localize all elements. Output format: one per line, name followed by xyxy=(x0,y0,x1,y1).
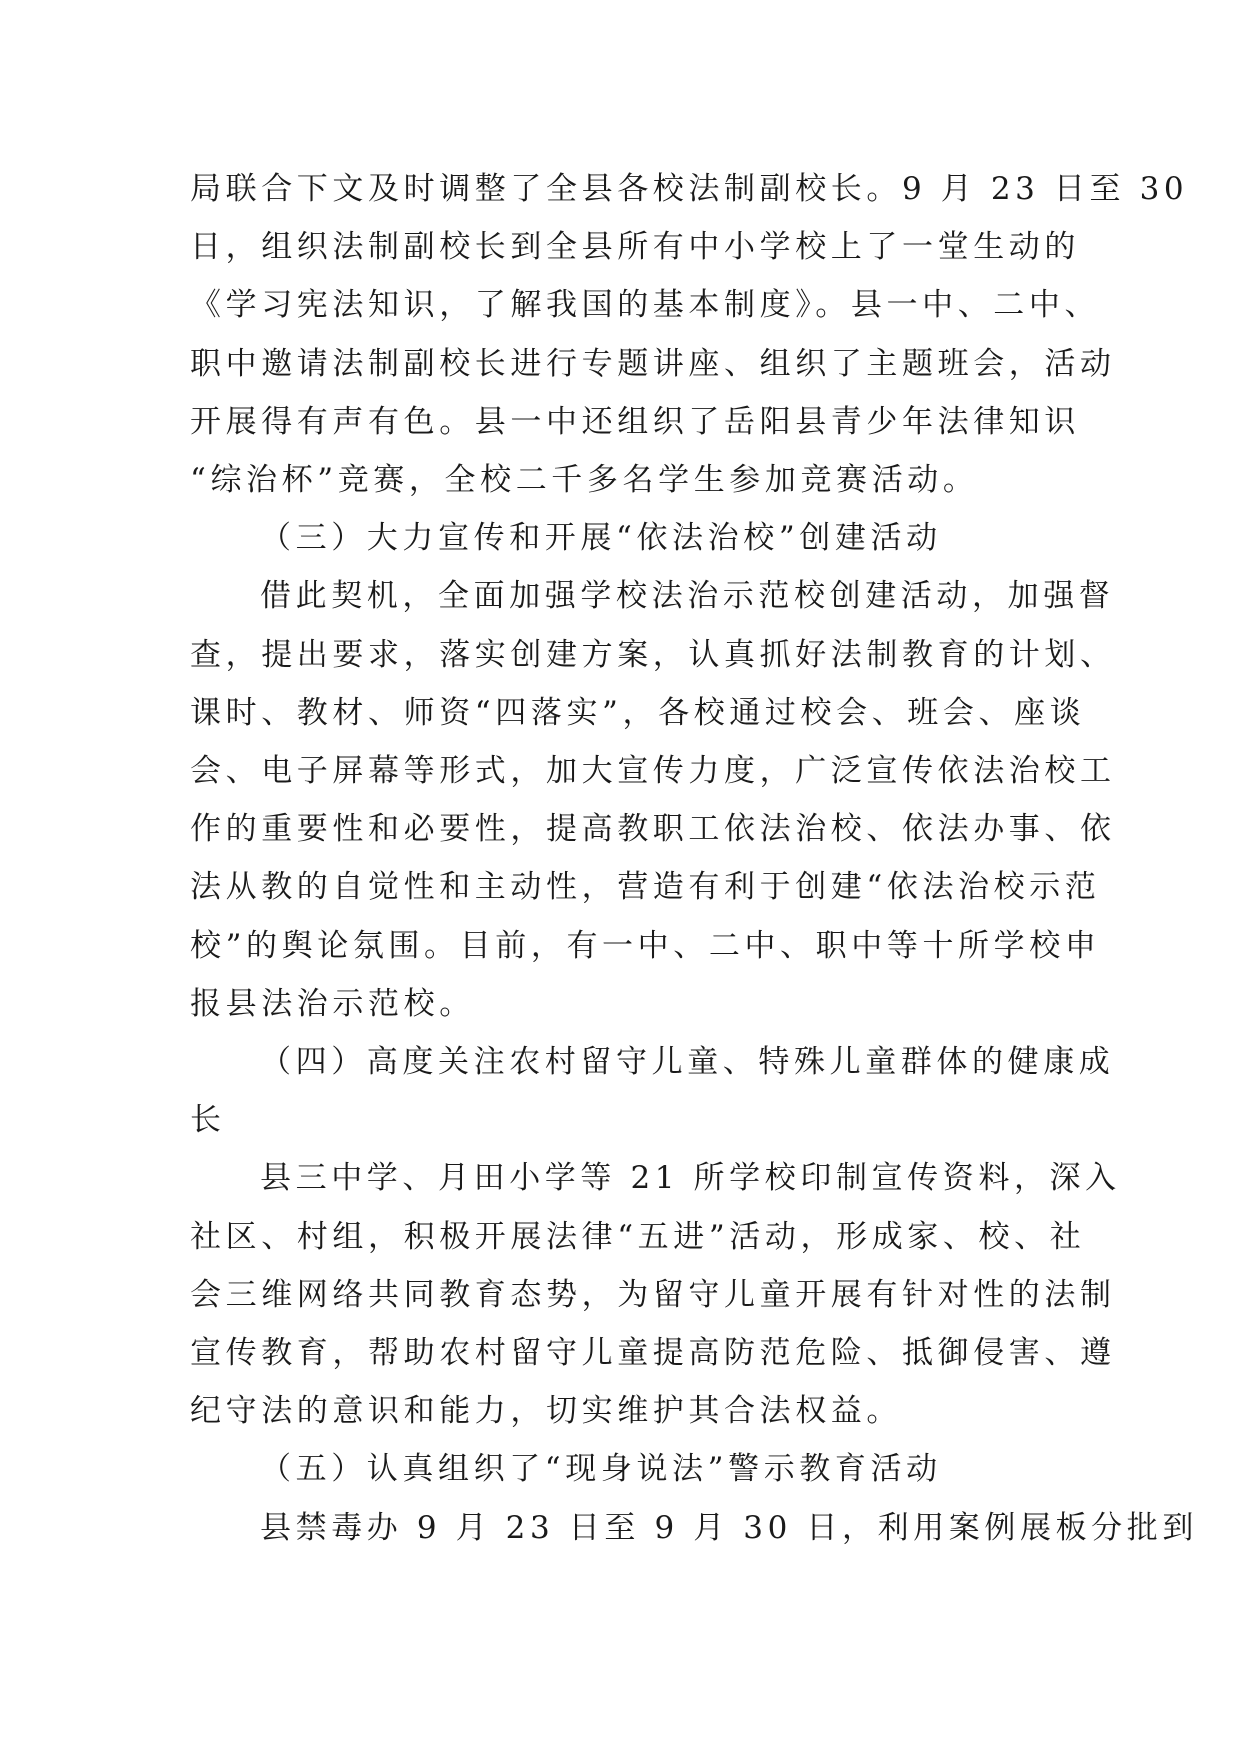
text-line: “综治杯”竞赛，全校二千多名学生参加竞赛活动。 xyxy=(190,462,979,499)
section-heading xyxy=(190,1440,1070,1498)
text-line: 局联合下文及时调整了全县各校法制副校长。9 月 23 日至 30 xyxy=(190,171,1189,207)
text-line: 《学习宪法知识，了解我国的基本制度》。县一中、二中、 xyxy=(190,287,1101,324)
document-body xyxy=(190,160,1198,1557)
document-page xyxy=(190,160,1198,1557)
text-line: 会三维网络共同教育态势，为留守儿童开展有针对性的法制 xyxy=(190,1276,1116,1313)
text-line: 长 xyxy=(190,1102,226,1139)
text-line: （五）认真组织了“现身说法”警示教育活动 xyxy=(260,1451,942,1488)
body-paragraph xyxy=(190,160,1189,509)
body-paragraph xyxy=(190,567,1116,1033)
section-heading xyxy=(190,509,1070,567)
text-line: 课时、教材、师资“四落实”，各校通过校会、班会、座谈 xyxy=(190,694,1086,731)
text-line: （三）大力宣传和开展“依法治校”创建活动 xyxy=(260,520,942,557)
text-line: 校”的舆论氛围。目前，有一中、二中、职中等十所学校申 xyxy=(190,927,1101,964)
text-line: 职中邀请法制副校长进行专题讲座、组织了主题班会，活动 xyxy=(190,345,1116,382)
text-line: 社区、村组，积极开展法律“五进”活动，形成家、校、社 xyxy=(190,1218,1086,1255)
text-line: 开展得有声有色。县一中还组织了岳阳县青少年法律知识 xyxy=(190,403,1080,440)
text-line: 法从教的自觉性和主动性，营造有利于创建“依法治校示范 xyxy=(190,869,1101,906)
text-line: 作的重要性和必要性，提高教职工依法治校、依法办事、依 xyxy=(190,811,1116,848)
text-line: 日，组织法制副校长到全县所有中小学校上了一堂生动的 xyxy=(190,229,1080,266)
text-line: 会、电子屏幕等形式，加大宣传力度，广泛宣传依法治校工 xyxy=(190,753,1116,790)
text-line: 宣传教育，帮助农村留守儿童提高防范危险、抵御侵害、遵 xyxy=(190,1335,1116,1372)
text-line: 县禁毒办 9 月 23 日至 9 月 30 日，利用案例展板分批到 xyxy=(260,1509,1198,1546)
text-line: （四）高度关注农村留守儿童、特殊儿童群体的健康成 xyxy=(260,1044,1115,1081)
body-paragraph xyxy=(190,1149,1121,1440)
text-line: 报县法治示范校。 xyxy=(190,985,475,1022)
text-line: 借此契机，全面加强学校法治示范校创建活动，加强督 xyxy=(260,578,1115,615)
text-line: 查，提出要求，落实创建方案，认真抓好法制教育的计划、 xyxy=(190,636,1116,673)
section-heading xyxy=(190,1033,1115,1149)
text-line: 纪守法的意识和能力，切实维护其合法权益。 xyxy=(190,1393,902,1430)
text-line: 县三中学、月田小学等 21 所学校印制宣传资料，深入 xyxy=(260,1160,1121,1197)
body-paragraph xyxy=(190,1499,1198,1557)
